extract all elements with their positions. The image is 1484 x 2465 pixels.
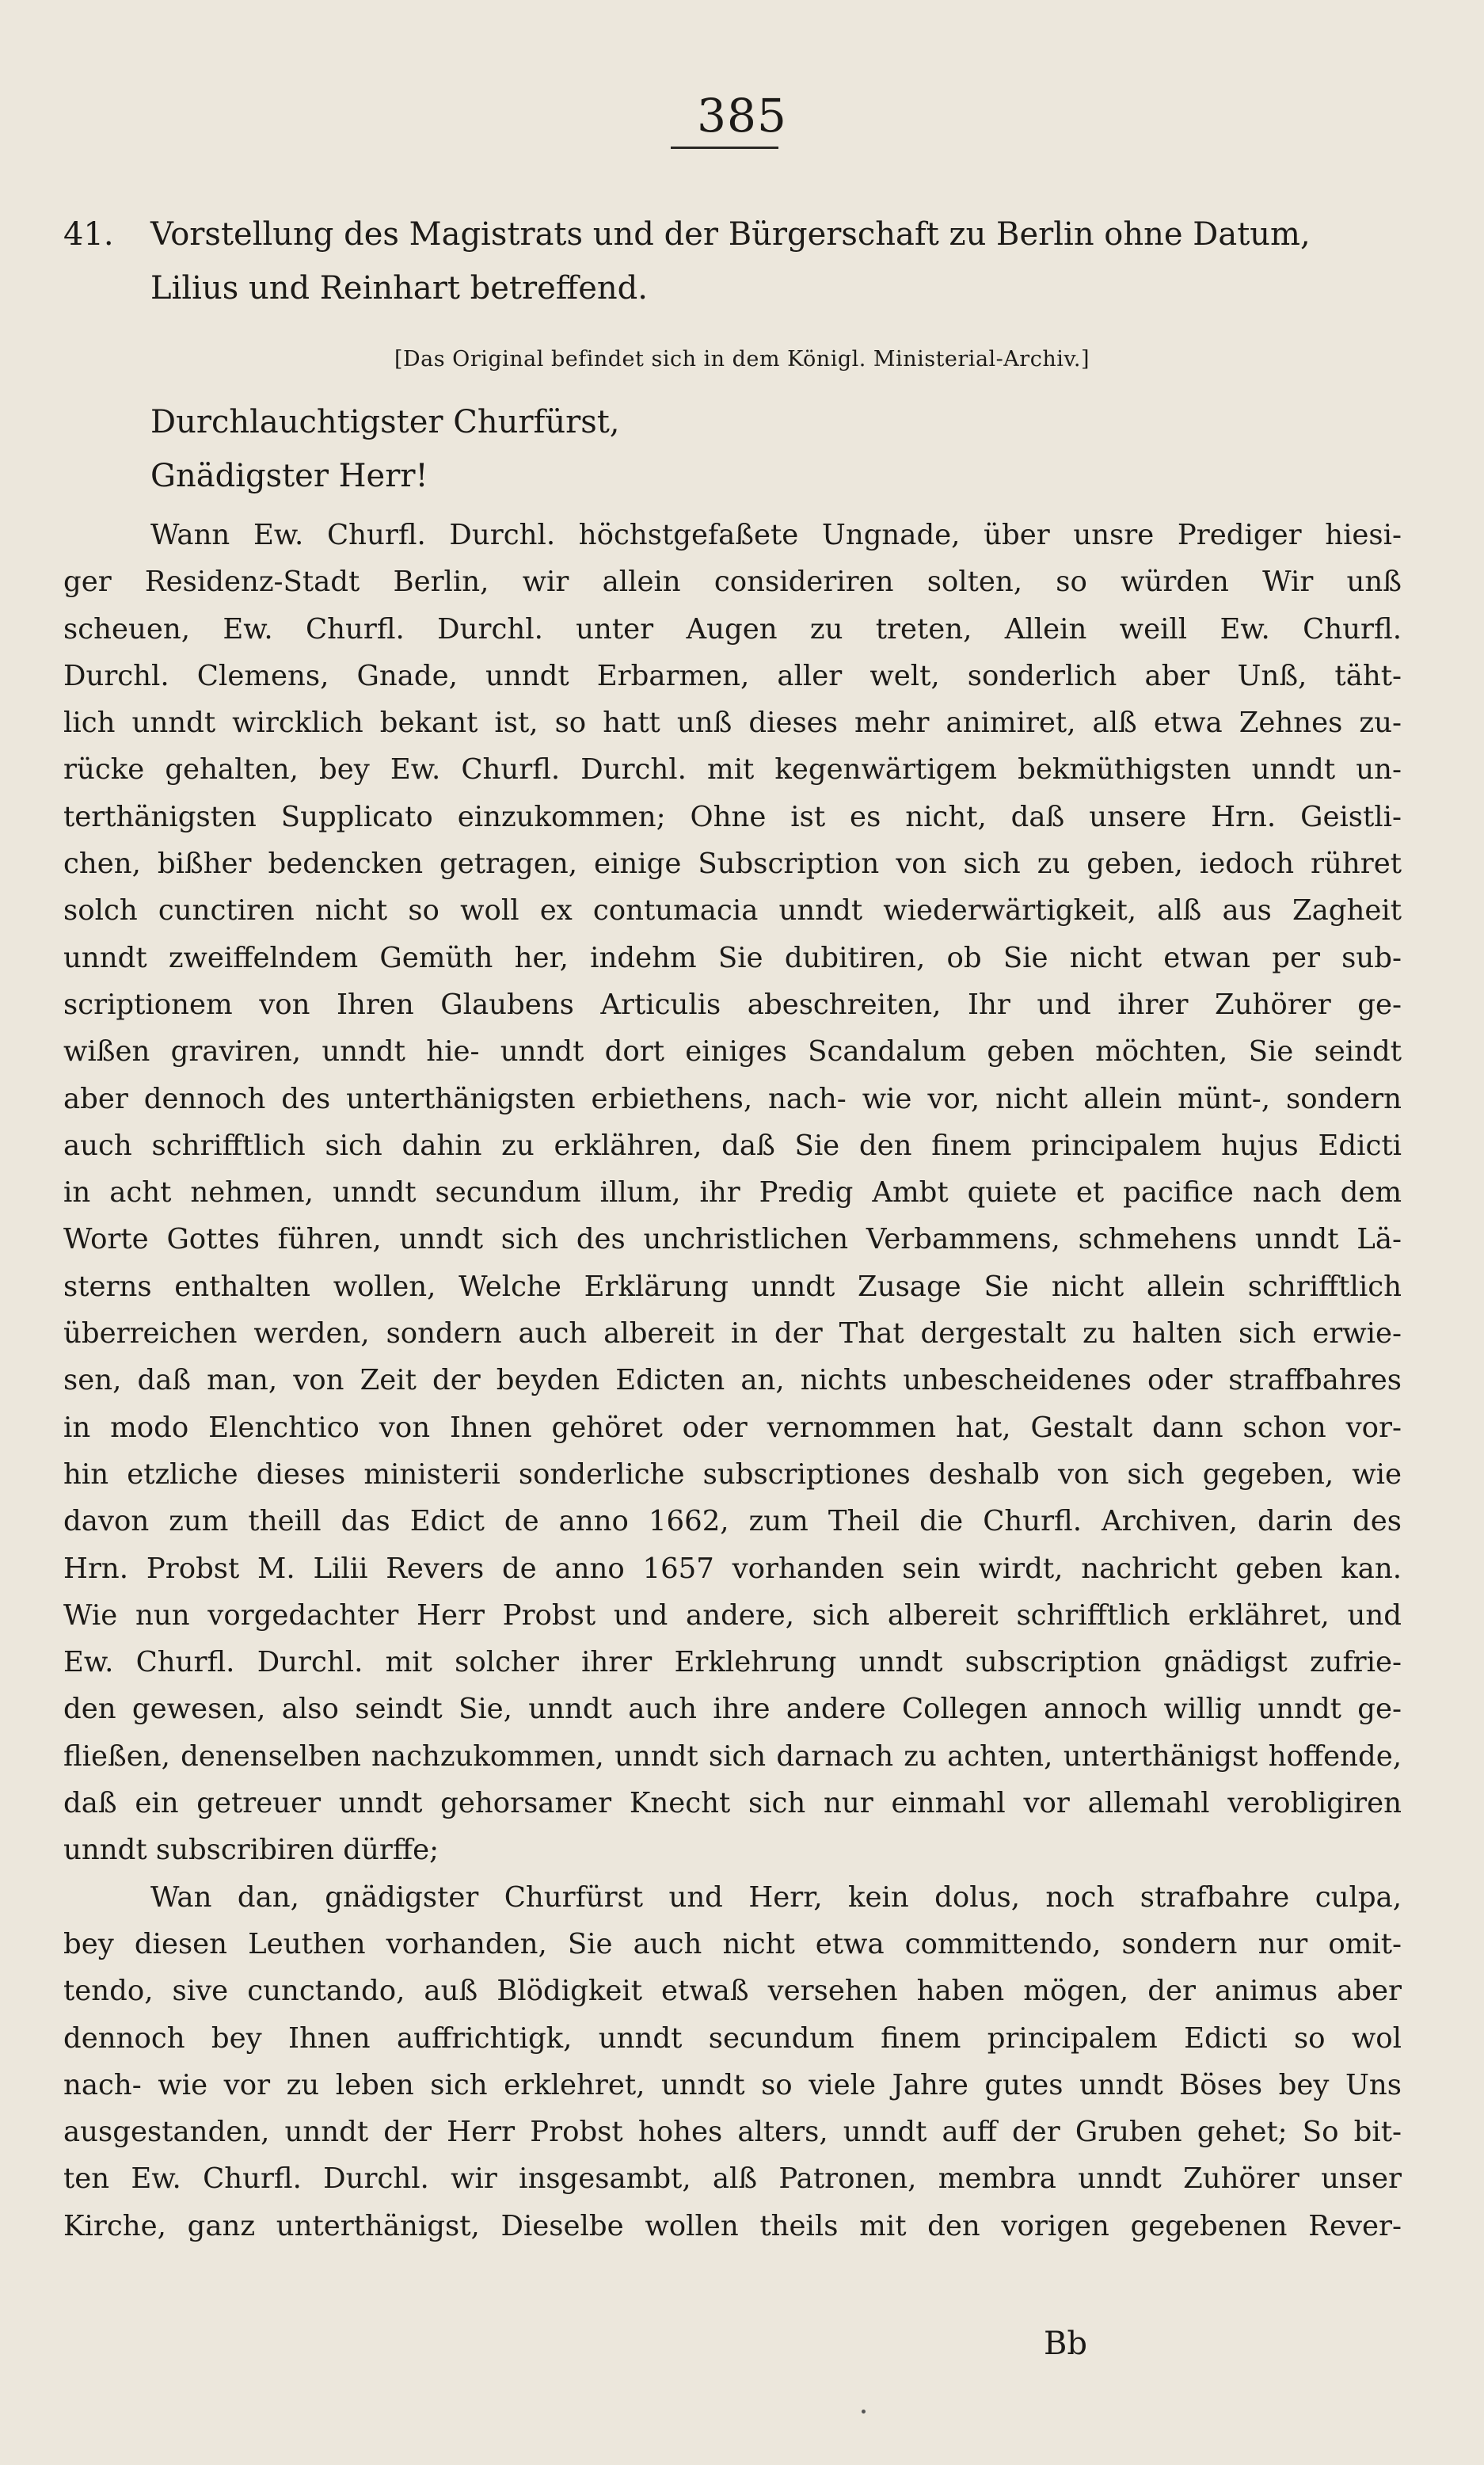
text-line: aber dennoch des unterthänigsten erbiethens, nach- wie vor, nicht allein münt-, sondern	[63, 1082, 1402, 1115]
text-line: den gewesen, also seindt Sie, unndt auch ihre andere Collegen annoch willig unndt ge-	[63, 1693, 1402, 1726]
text-line: daß ein getreuer unndt gehorsamer Knecht sich nur einmahl vor allemahl verobligiren	[63, 1787, 1402, 1820]
catchword: Bb	[1044, 2326, 1087, 2362]
text-line: in modo Elenchtico von Ihnen gehöret oder vernommen hat, Gestalt dann schon vor-	[63, 1411, 1402, 1444]
text-line: scriptionem von Ihren Glaubens Articulis abeschreiten, Ihr und ihrer Zuhörer ge-	[63, 988, 1402, 1021]
text-line: nach- wie vor zu leben sich erklehret, unndt so viele Jahre gutes unndt Böses bey Uns	[63, 2068, 1402, 2101]
text-line: chen, bißher bedencken getragen, einige Subscription von sich zu geben, iedoch rühret	[63, 848, 1402, 881]
body-text	[63, 512, 1402, 2250]
text-line: Wan dan, gnädigster Churfürst und Herr, kein dolus, noch strafbahre culpa,	[150, 1880, 1402, 1914]
source-note: [Das Original befindet sich in dem Königl. Ministerial-Archiv.]	[394, 347, 1090, 371]
text-line: sen, daß man, von Zeit der beyden Edicten an, nichts unbescheidenes oder straffbahres	[63, 1364, 1402, 1397]
text-line: lich unndt wircklich bekant ist, so hatt unß dieses mehr animiret, alß etwa Zehnes zu-	[63, 707, 1402, 740]
text-line: unndt zweiffelndem Gemüth her, indehm Sie dubitiren, ob Sie nicht etwan per sub-	[63, 941, 1402, 974]
text-line: Hrn. Probst M. Lilii Revers de anno 1657 vorhanden sein wirdt, nachricht geben kan.	[63, 1552, 1402, 1585]
page-number: 385	[697, 89, 787, 143]
text-line: Wie nun vorgedachter Herr Probst und andere, sich albereit schrifftlich erklähret, und	[63, 1598, 1402, 1632]
document-heading	[63, 208, 1402, 315]
text-line: fließen, denenselben nachzukommen, unndt sich darnach zu achten, unterthänigst hoffende,	[63, 1739, 1402, 1773]
text-line: hin etzliche dieses ministerii sonderliche subscriptiones deshalb von sich gegeben, wie	[63, 1457, 1402, 1491]
text-line: bey diesen Leuthen vorhanden, Sie auch nicht etwa committendo, sondern nur omit-	[63, 1927, 1402, 1960]
text-line: sterns enthalten wollen, Welche Erklärung unndt Zusage Sie nicht allein schrifftlich	[63, 1270, 1402, 1303]
text-line: auch schrifftlich sich dahin zu erklähren, daß Sie den finem principalem hujus Edicti	[63, 1129, 1402, 1162]
text-line: ten Ew. Churfl. Durchl. wir insgesambt, alß Patronen, membra unndt Zuhörer unser	[63, 2162, 1402, 2196]
heading-line-1: Vorstellung des Magistrats und der Bürgerschaft zu Berlin ohne Datum,	[150, 216, 1311, 253]
salutation-line-1: Durchlauchtigster Churfürst,	[150, 404, 620, 440]
text-line: ausgestanden, unndt der Herr Probst hohes alters, unndt auff der Gruben gehet; So bit-	[63, 2116, 1402, 2149]
page-number-rule	[671, 147, 778, 149]
heading-number: 41.	[63, 216, 114, 253]
text-line: Ew. Churfl. Durchl. mit solcher ihrer Erklehrung unndt subscription gnädigst zufrie-	[63, 1646, 1402, 1679]
text-line: davon zum theill das Edict de anno 1662, zum Theil die Churfl. Archiven, darin des	[63, 1505, 1402, 1538]
page-speck	[862, 2410, 866, 2414]
text-line: terthänigsten Supplicato einzukommen; Ohne ist es nicht, daß unsere Hrn. Geistli-	[63, 800, 1402, 833]
text-line: Kirche, ganz unterthänigst, Dieselbe wollen theils mit den vorigen gegebenen Rever-	[63, 2209, 1402, 2242]
text-line: dennoch bey Ihnen auffrichtigk, unndt secundum finem principalem Edicti so wol	[63, 2021, 1402, 2055]
text-line: scheuen, Ew. Churfl. Durchl. unter Augen zu treten, Allein weill Ew. Churfl.	[63, 612, 1402, 646]
text-line: Worte Gottes führen, unndt sich des unchristlichen Verbammens, schmehens unndt Lä-	[63, 1223, 1402, 1256]
heading-line-2: Lilius und Reinhart betreffend.	[150, 270, 648, 307]
text-line: unndt subscribiren dürffe;	[63, 1834, 439, 1867]
text-line: Durchl. Clemens, Gnade, unndt Erbarmen, aller welt, sonderlich aber Unß, täht-	[63, 659, 1402, 692]
text-line: rücke gehalten, bey Ew. Churfl. Durchl. mit kegenwärtigem bekmüthigsten unndt un-	[63, 753, 1402, 787]
text-line: tendo, sive cunctando, auß Blödigkeit etwaß versehen haben mögen, der animus aber	[63, 1975, 1402, 2008]
salutation-line-2: Gnädigster Herr!	[150, 458, 428, 494]
text-line: solch cunctiren nicht so woll ex contumacia unndt wiederwärtigkeit, alß aus Zagheit	[63, 894, 1402, 928]
text-line: wißen graviren, unndt hie- unndt dort einiges Scandalum geben möchten, Sie seindt	[63, 1035, 1402, 1069]
text-line: überreichen werden, sondern auch albereit in der That dergestalt zu halten sich erwie-	[63, 1317, 1402, 1351]
text-line: ger Residenz-Stadt Berlin, wir allein consideriren solten, so würden Wir unß	[63, 566, 1402, 599]
text-line: Wann Ew. Churfl. Durchl. höchstgefaßete Ungnade, über unsre Prediger hiesi-	[150, 519, 1402, 551]
text-line: in acht nehmen, unndt secundum illum, ihr Predig Ambt quiete et pacifice nach dem	[63, 1176, 1402, 1210]
